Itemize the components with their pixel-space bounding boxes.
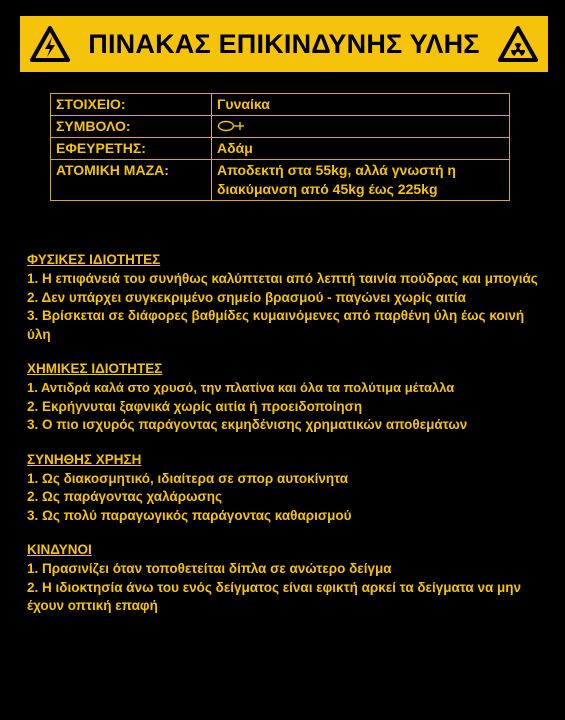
list-item: 2. Εκρήγνυται ξαφνικά χωρίς αιτία ή προειδοποίηση (27, 398, 363, 414)
info-key: ΕΦΕΥΡΕΤΗΣ: (51, 138, 212, 160)
info-row-inventor (51, 138, 510, 160)
info-row-element (51, 94, 510, 116)
list-item: 3. Ο πιο ισχυρός παράγοντας εκμηδένισης χρηματικών αποθεμάτων (27, 417, 468, 432)
list-item: 1. Ως διακοσμητικό, ιδιαίτερα σε σπορ αυτοκίνητα (27, 470, 349, 486)
info-row-symbol (51, 116, 510, 138)
list-item: 2. Δεν υπάρχει συγκεκριμένο σημείο βρασμού - παγώνει χωρίς αιτία (27, 289, 466, 305)
list-item: 3. Βρίσκεται σε διάφορες βαθμίδες κυμαινόμενες από παρθένη ύλη έως κοινή ύλη (27, 308, 525, 342)
section-chemical-properties (27, 360, 557, 435)
section-hazards (27, 541, 557, 616)
info-value: Αδάμ (212, 138, 510, 160)
info-key: ΣΥΜΒΟΛΟ: (51, 116, 212, 138)
section-title: ΚΙΝΔΥΝΟΙ (27, 542, 92, 557)
female-symbol-icon (217, 119, 504, 133)
section-physical-properties (27, 251, 557, 344)
info-value: Γυναίκα (212, 94, 510, 116)
banner-title: ΠΙΝΑΚΑΣ ΕΠΙΚΙΝΔΥΝΗΣ ΥΛΗΣ (88, 28, 480, 59)
element-info-table (50, 93, 510, 201)
info-row-atomic-mass (51, 160, 510, 201)
info-value (212, 116, 510, 138)
list-item: 2. Ως παράγοντας χαλάρωσης (27, 489, 222, 504)
info-key: ΣΤΟΙΧΕΙΟ: (51, 94, 212, 116)
properties-sections (27, 251, 557, 632)
electrical-hazard-icon (30, 26, 70, 62)
info-value: Αποδεκτή στα 55kg, αλλά γνωστή η διακύμανση από 45kg έως 225kg (212, 160, 510, 201)
list-item: 1. Αντιδρά καλά στο χρυσό, την πλατίνα και όλα τα πολύτιμα μέταλλα (27, 380, 455, 395)
list-item: 1. Πρασινίζει όταν τοποθετείται δίπλα σε ανώτερο δείγμα (27, 561, 392, 576)
radiation-hazard-icon (498, 26, 538, 62)
list-item: 2. Η ιδιοκτησία άνω του ενός δείγματος είναι εφικτή αρκεί τα δείγματα να μην έχουν οπτική επαφή (27, 579, 522, 613)
section-common-use (27, 451, 557, 526)
list-item: 3. Ως πολύ παραγωγικός παράγοντας καθαρισμού (27, 507, 352, 523)
section-title: ΣΥΝΗΘΗΣ ΧΡΗΣΗ (27, 451, 142, 467)
info-key: ΑΤΟΜΙΚΗ ΜΑΖΑ: (51, 160, 212, 201)
section-title: ΦΥΣΙΚΕΣ ΙΔΙΟΤΗΤΕΣ (27, 252, 161, 267)
list-item: 1. Η επιφάνειά του συνήθως καλύπτεται από λεπτή ταινία πούδρας και μπογιάς (27, 271, 538, 286)
section-title: ΧΗΜΙΚΕΣ ΙΔΙΟΤΗΤΕΣ (27, 361, 163, 376)
hazard-banner (20, 16, 548, 72)
